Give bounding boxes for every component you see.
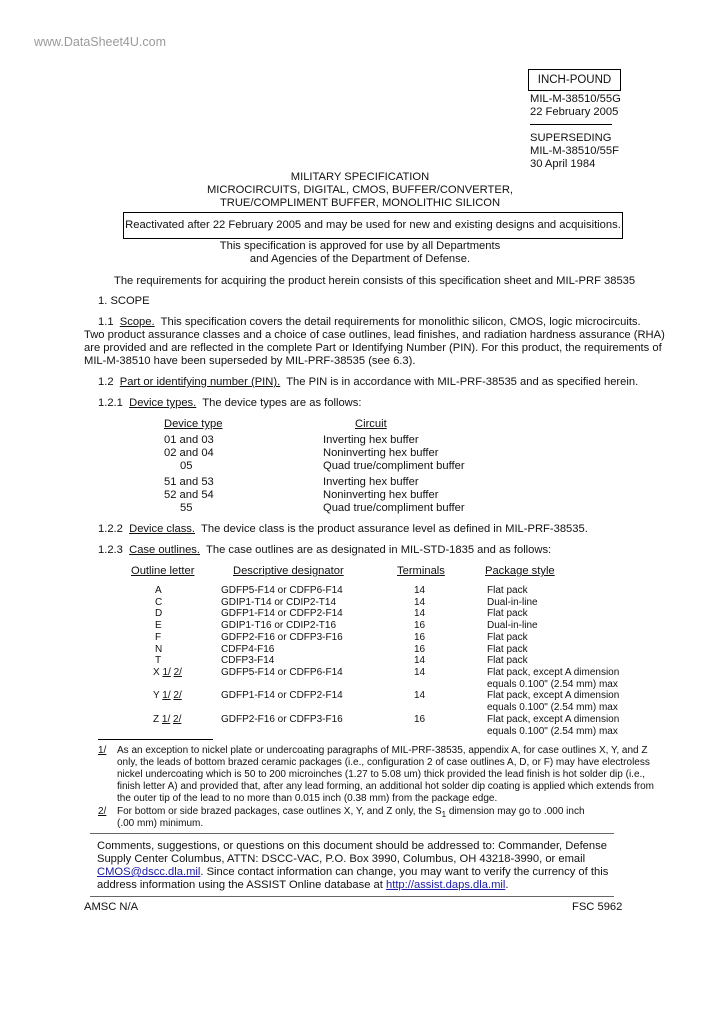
circuit-cell: Noninverting hex buffer xyxy=(323,447,439,459)
footer-amsc: AMSC N/A xyxy=(84,901,139,913)
footnote-ref[interactable]: 1/ xyxy=(162,667,171,678)
package-style: Flat pack, except A dimension xyxy=(487,667,620,678)
package-style: Flat pack, except A dimension xyxy=(487,690,620,701)
package-style: Flat pack xyxy=(487,644,528,655)
outline-letter-with-notes xyxy=(153,690,182,701)
approval-line-1: This specification is approved for use by all Departments xyxy=(219,240,501,252)
package-style: Flat pack xyxy=(487,608,528,619)
package-style-header: Package style xyxy=(485,565,555,577)
comments-text: . xyxy=(505,879,509,891)
device-type-cell: 05 xyxy=(180,460,193,472)
superseded-date: 30 April 1984 xyxy=(530,158,596,170)
para-text: The device types are as follows: xyxy=(202,397,362,409)
para-1-1-line-3: are provided and are reflected in the complete Part or Identifying Number (PIN). For this product, the requirements of xyxy=(84,342,662,354)
device-type-cell: 51 and 53 xyxy=(164,476,214,488)
terminals: 14 xyxy=(414,585,426,596)
comments-text: . Since contact information can change, you may want to verify the currency of this xyxy=(200,866,609,878)
para-num: 1.2 xyxy=(98,376,114,388)
para-title: Part or identifying number (PIN). xyxy=(119,376,281,388)
footnote-1-line: the outer tip of the lead to no more than 0.015 inch (0.38 mm) from the package edge. xyxy=(117,793,498,804)
outline-letter: Z xyxy=(153,714,160,725)
comments-text: address information using the ASSIST Online database at xyxy=(97,879,386,891)
designator: CDFP3-F14 xyxy=(221,655,275,666)
terminals: 16 xyxy=(414,620,426,631)
scope-heading: 1. SCOPE xyxy=(98,295,150,307)
package-style: Flat pack xyxy=(487,632,528,643)
comments-line-3 xyxy=(97,866,608,878)
device-type-header: Device type xyxy=(164,418,223,430)
comments-line-1: Comments, suggestions, or questions on this document should be addressed to: Commander, Defense xyxy=(97,840,607,852)
descriptive-designator-header: Descriptive designator xyxy=(233,565,344,577)
circuit-cell: Noninverting hex buffer xyxy=(323,489,439,501)
package-style-cont: equals 0.100" (2.54 mm) max xyxy=(487,702,618,713)
outline-letter: Y xyxy=(153,690,160,701)
para-1-1-line-4: MIL-M-38510 have been superseded by MIL-PRF-38535 (see 6.3). xyxy=(84,355,416,367)
para-1-1-line-2: Two product assurance classes and a choice of case outlines, lead finishes, and radiation hardness assurance (RHA) xyxy=(84,329,665,341)
para-1-2-3 xyxy=(98,544,551,556)
para-title: Scope. xyxy=(119,316,155,328)
terminals: 14 xyxy=(414,690,426,701)
footnote-1-mark: 1/ xyxy=(98,745,107,756)
footnote-1-line: nickel undercoating which is 50 to 200 microinches (1.27 to 5.08 um) thick provided the lead finish is hot solder dip (i.e., xyxy=(117,769,646,780)
footnote-2-text: For bottom or side brazed packages, case outlines X, Y, and Z only, the S xyxy=(117,806,442,817)
designator: GDFP1-F14 or CDFP2-F14 xyxy=(221,608,343,619)
package-style: Dual-in-line xyxy=(487,597,538,608)
outline-letter: E xyxy=(155,620,162,631)
para-num: 1.2.1 xyxy=(98,397,123,409)
superseding-label: SUPERSEDING xyxy=(530,132,612,144)
outline-letter: X xyxy=(153,667,160,678)
footnote-ref[interactable]: 2/ xyxy=(173,690,182,701)
reactivation-notice: Reactivated after 22 February 2005 and may be used for new and existing designs and acquisitions. xyxy=(123,212,623,239)
para-num: 1.1 xyxy=(98,316,114,328)
device-type-cell: 01 and 03 xyxy=(164,434,214,446)
circuit-cell: Quad true/compliment buffer xyxy=(323,502,465,514)
footnote-2-mark: 2/ xyxy=(98,806,107,817)
header-rule xyxy=(530,124,612,125)
comments-line-4 xyxy=(97,879,508,891)
comments-rule-top xyxy=(90,833,614,834)
comments-line-2: Supply Center Columbus, ATTN: DSCC-VAC, P.O. Box 3990, Columbus, OH 43218-3990, or email xyxy=(97,853,586,865)
superseded-number: MIL-M-38510/55F xyxy=(530,145,619,157)
outline-letter: N xyxy=(155,644,163,655)
terminals: 14 xyxy=(414,597,426,608)
title-line-1: MILITARY SPECIFICATION xyxy=(290,171,430,183)
package-style: Dual-in-line xyxy=(487,620,538,631)
footnote-1-line: only, the leads of bottom brazed ceramic packages (i.e., configuration 2 of case outlines A, D, or F) may have electroless xyxy=(117,757,650,768)
assist-url-link[interactable]: http://assist.daps.dla.mil xyxy=(385,879,506,891)
email-link[interactable]: CMOS@dscc.dla.mil xyxy=(97,866,201,878)
para-text: The case outlines are as designated in MIL-STD-1835 and as follows: xyxy=(206,544,552,556)
footnote-ref[interactable]: 1/ xyxy=(162,690,171,701)
title-line-2: MICROCIRCUITS, DIGITAL, CMOS, BUFFER/CONVERTER, xyxy=(206,184,514,196)
para-1-2 xyxy=(98,376,638,388)
outline-letter-with-notes xyxy=(153,714,181,725)
para-1-2-1 xyxy=(98,397,361,409)
footnote-2-text: dimension may go to .000 inch xyxy=(446,806,585,817)
doc-date: 22 February 2005 xyxy=(530,106,619,118)
para-1-2-2 xyxy=(98,523,588,535)
designator: GDFP5-F14 or CDFP6-F14 xyxy=(221,667,343,678)
para-title: Device class. xyxy=(129,523,196,535)
designator: CDFP4-F16 xyxy=(221,644,275,655)
outline-letter-with-notes xyxy=(153,667,182,678)
terminals: 16 xyxy=(414,632,426,643)
subscript: 1 xyxy=(441,810,447,819)
footnote-ref[interactable]: 2/ xyxy=(173,714,182,725)
para-num: 1.2.2 xyxy=(98,523,123,535)
circuit-cell: Quad true/compliment buffer xyxy=(323,460,465,472)
doc-number: MIL-M-38510/55G xyxy=(530,93,621,105)
comments-rule-bottom xyxy=(90,896,614,897)
circuit-cell: Inverting hex buffer xyxy=(323,434,419,446)
device-type-cell: 02 and 04 xyxy=(164,447,214,459)
device-type-cell: 55 xyxy=(180,502,193,514)
circuit-cell: Inverting hex buffer xyxy=(323,476,419,488)
terminals: 16 xyxy=(414,714,426,725)
footnote-separator xyxy=(98,739,213,740)
outline-letter: D xyxy=(155,608,163,619)
terminals: 16 xyxy=(414,644,426,655)
watermark: www.DataSheet4U.com xyxy=(34,35,167,49)
terminals: 14 xyxy=(414,667,426,678)
approval-line-2: and Agencies of the Department of Defense. xyxy=(249,253,471,265)
designator: GDFP2-F16 or CDFP3-F16 xyxy=(221,632,343,643)
designator: GDFP1-F14 or CDFP2-F14 xyxy=(221,690,343,701)
footnote-2-line: (.00 mm) minimum. xyxy=(117,818,204,829)
terminals-header: Terminals xyxy=(397,565,445,577)
designator: GDIP1-T14 or CDIP2-T14 xyxy=(221,597,337,608)
para-text: The device class is the product assurance level as defined in MIL-PRF-38535. xyxy=(201,523,588,535)
footer-fsc: FSC 5962 xyxy=(572,901,623,913)
designator: GDIP1-T16 or CDIP2-T16 xyxy=(221,620,337,631)
para-num: 1.2.3 xyxy=(98,544,123,556)
package-style-cont: equals 0.100" (2.54 mm) max xyxy=(487,679,618,690)
terminals: 14 xyxy=(414,655,426,666)
outline-letter: C xyxy=(155,597,163,608)
device-type-cell: 52 and 54 xyxy=(164,489,214,501)
outline-letter-header: Outline letter xyxy=(131,565,195,577)
title-line-3: TRUE/COMPLIMENT BUFFER, MONOLITHIC SILICON xyxy=(219,197,501,209)
para-text: This specification covers the detail requirements for monolithic silicon, CMOS, logic microcircuits. xyxy=(160,316,641,328)
requirements-statement: The requirements for acquiring the product herein consists of this specification sheet and MIL-PRF 38535 xyxy=(114,275,636,287)
terminals: 14 xyxy=(414,608,426,619)
outline-letter: A xyxy=(155,585,162,596)
circuit-header: Circuit xyxy=(355,418,387,430)
para-1-1-line-1 xyxy=(98,316,641,328)
footnote-ref[interactable]: 1/ xyxy=(161,714,171,725)
outline-letter: T xyxy=(155,655,162,666)
para-text: The PIN is in accordance with MIL-PRF-38535 and as specified herein. xyxy=(286,376,639,388)
footnote-ref[interactable]: 2/ xyxy=(173,667,182,678)
package-style: Flat pack xyxy=(487,585,528,596)
footnote-1-line: As an exception to nickel plate or undercoating paragraphs of MIL-PRF-38535, appendix A, for case outlines X, Y, and Z xyxy=(117,745,648,756)
para-title: Device types. xyxy=(129,397,197,409)
package-style: Flat pack, except A dimension xyxy=(487,714,620,725)
designator: GDFP5-F14 or CDFP6-F14 xyxy=(221,585,343,596)
package-style-cont: equals 0.100" (2.54 mm) max xyxy=(487,726,618,737)
inch-pound-box: INCH-POUND xyxy=(528,69,621,91)
footnote-1-line: finish letter A) and provided that, after any lead forming, an additional hot solder dip coating is applied which extends from xyxy=(117,781,654,792)
designator: GDFP2-F16 or CDFP3-F16 xyxy=(221,714,343,725)
para-title: Case outlines. xyxy=(129,544,201,556)
package-style: Flat pack xyxy=(487,655,528,666)
outline-letter: F xyxy=(155,632,162,643)
